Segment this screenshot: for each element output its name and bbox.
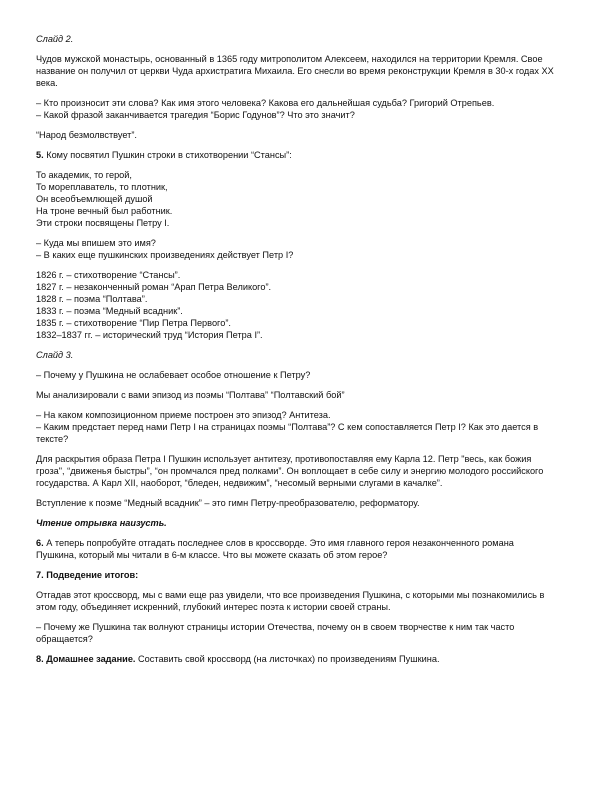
question-where-name: – Куда мы впишем это имя? [36,238,156,248]
question-peter-image: – Каким предстает перед нами Петр I на страницах поэмы “Полтава”? С кем сопоставляется Петр I? Как это дается в тексте? [36,422,539,444]
poem-line: Он всеобъемлющей душой [36,194,153,204]
document-page [36,33,556,673]
homework [36,653,556,665]
question-5-text: Кому посвятил Пушкин строки в стихотворении “Стансы”: [43,150,292,160]
poem-line: То академик, то герой, [36,170,132,180]
works-list-item: 1832–1837 гг. – исторический труд “История Петра I”. [36,330,263,340]
question-final-phrase: – Какой фразой заканчивается трагедия “Борис Годунов”? Что это значит? [36,110,355,120]
question-5-number: 5. [36,150,44,160]
reading-by-heart: Чтение отрывка наизусть. [36,518,167,528]
peter-image-paragraph: Для раскрытия образа Петра I Пушкин использует антитезу, противопоставляя ему Карла 12. Петр "весь, как божия гроза", “движенья быстры”, “он промчался пред полками”. Он воплощает в себе силу и энергию молодого российского государства. А Карл XII, наоборот, “бледен, недвижим”, “несомый верными слугами в качалке”. [36,454,544,488]
summary-heading: 7. Подведение итогов: [36,570,139,580]
works-list-item: 1835 г. – стихотворение “Пир Петра Первого”. [36,318,231,328]
question-5 [36,149,556,161]
works-list [36,269,556,341]
works-list-item: 1833 г. – поэма “Медный всадник”. [36,306,183,316]
question-who: – Кто произносит эти слова? Как имя этого человека? Какова его дальнейшая судьба? Григорий Отрепьев. [36,98,495,108]
question-6-number: 6. [36,538,44,548]
question-why-peter: – Почему у Пушкина не ослабевает особое отношение к Петру? [36,370,311,380]
question-6-text: А теперь попробуйте отгадать последнее слов в кроссворде. Это имя главного героя незаконченного романа Пушкина, который мы читали в 6-м классе. Что вы можете сказать об этом герое? [36,538,514,560]
question-composition: – На каком композиционном приеме построен это эпизод? Антитеза. [36,410,331,420]
bronze-horseman-intro: Вступление к поэме “Медный всадник” – это гимн Петру-преобразователю, реформатору. [36,498,420,508]
question-history: – Почему же Пушкина так волнуют страницы истории Отечества, почему он в своем творчестве к ним так часто обращается? [36,622,515,644]
question-other-works: – В каких еще пушкинских произведениях действует Петр I? [36,250,294,260]
poem-dedication: Эти строки посвящены Петру I. [36,218,170,228]
analyzed-episode: Мы анализировали с вами эпизод из поэмы “Полтава” “Полтавский бой” [36,390,345,400]
works-list-item: 1828 г. – поэма “Полтава”. [36,294,148,304]
works-list-item: 1827 г. – незаконченный роман “Арап Петра Великого”. [36,282,272,292]
works-list-item: 1826 г. – стихотворение “Стансы”. [36,270,181,280]
homework-heading: 8. Домашнее задание. [36,654,136,664]
stanzas-poem [36,169,556,229]
homework-text: Составить свой кроссворд (на листочках) по произведениям Пушкина. [135,654,440,664]
poem-line: На троне вечный был работник. [36,206,173,216]
slide-3-label: Слайд 3. [36,350,74,360]
chudov-paragraph: Чудов мужской монастырь, основанный в 1365 году митрополитом Алексеем, находился на территории Кремля. Свое название он получил от церкви Чуда архистратига Михаила. Его снесли во время реконструкции Кремля в 30-х годах XX века. [36,54,554,88]
slide-2-label: Слайд 2. [36,34,74,44]
poem-line: То мореплаватель, то плотник, [36,182,168,192]
narod-quote: “Народ безмолвствует”. [36,130,137,140]
question-6 [36,537,556,561]
summary-paragraph: Отгадав этот кроссворд, мы с вами еще раз увидели, что все произведения Пушкина, с которыми мы познакомились в этом году, объединяет искренний, глубокий интерес поэта к истории своей страны. [36,590,545,612]
